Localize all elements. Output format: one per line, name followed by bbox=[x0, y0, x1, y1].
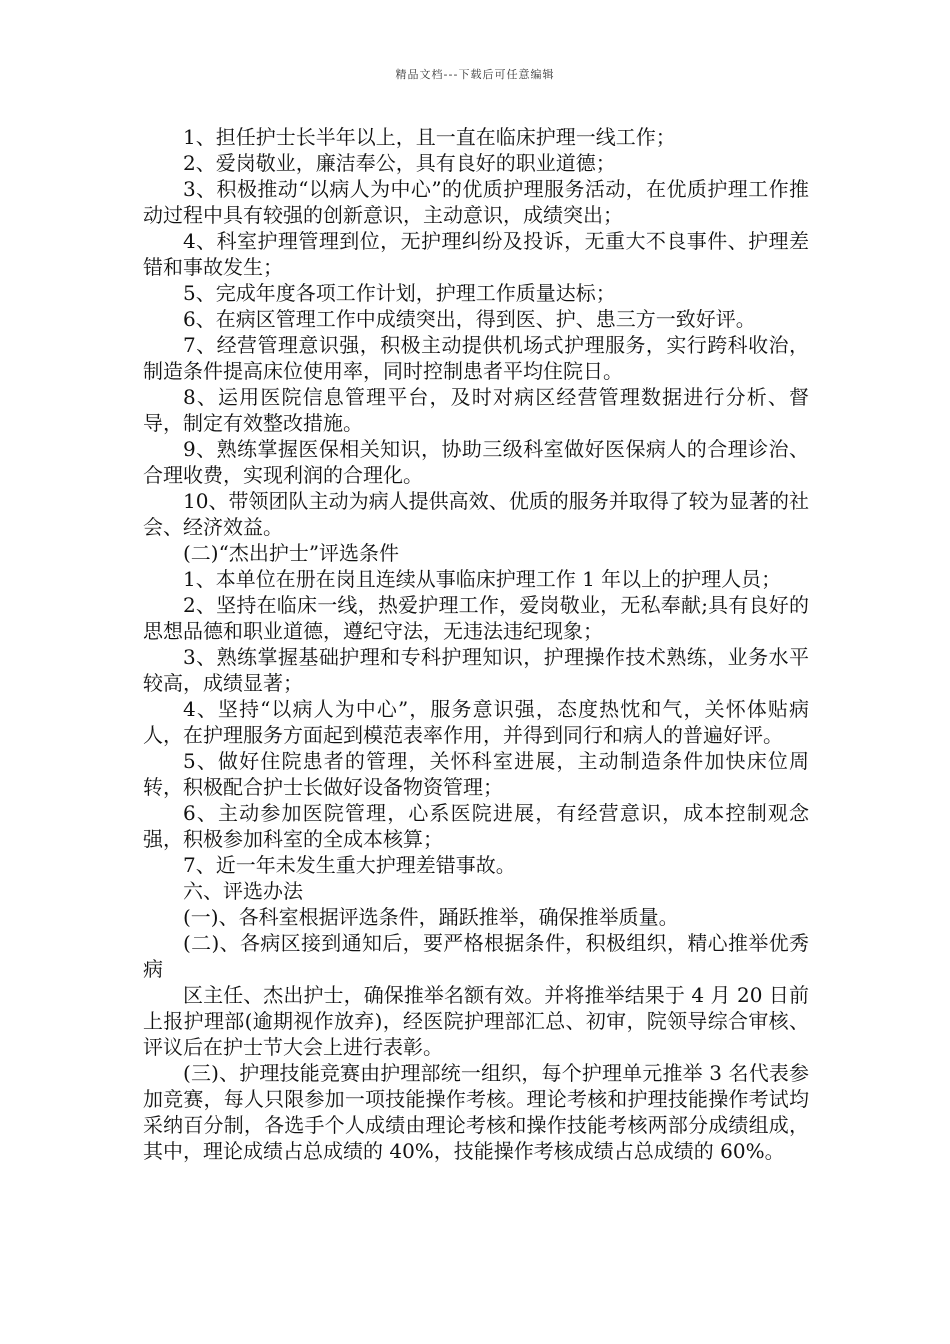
paragraph: 1、担任护士长半年以上，且一直在临床护理一线工作； bbox=[183, 125, 676, 149]
document-body bbox=[143, 124, 809, 1164]
paragraph: 区主任、杰出护士，确保推举名额有效。并将推举结果于 4 月 20 日前上报护理部(逾期视作放弃)，经医院护理部汇总、初审，院领导综合审核、评议后在护士节大会上进行表彰。 bbox=[143, 983, 809, 1059]
paragraph: 7、近一年未发生重大护理差错事故。 bbox=[183, 853, 516, 877]
paragraph: (三)、护理技能竞赛由护理部统一组织，每个护理单元推举 3 名代表参加竞赛，每人只限参加一项技能操作考核。理论考核和护理技能操作考试均采纳百分制，各选手个人成绩由理论考核和操作技能考核两部分成绩组成，其中，理论成绩占总成绩的 40%，技能操作考核成绩占总成绩的 60%。 bbox=[143, 1061, 809, 1163]
section-heading: 六、评选办法 bbox=[183, 879, 303, 903]
paragraph: 5、做好住院患者的管理，关怀科室进展，主动制造条件加快床位周转，积极配合护士长做好设备物资管理； bbox=[143, 749, 809, 799]
paragraph: 8、运用医院信息管理平台，及时对病区经营管理数据进行分析、督导，制定有效整改措施。 bbox=[143, 385, 809, 435]
paragraph: 3、熟练掌握基础护理和专科护理知识，护理操作技术熟练，业务水平较高，成绩显著； bbox=[143, 645, 809, 695]
paragraph: 6、主动参加医院管理，心系医院进展，有经营意识，成本控制观念强，积极参加科室的全成本核算； bbox=[143, 801, 809, 851]
paragraph: 1、本单位在册在岗且连续从事临床护理工作 1 年以上的护理人员； bbox=[183, 567, 782, 591]
paragraph: 6、在病区管理工作中成绩突出，得到医、护、患三方一致好评。 bbox=[183, 307, 756, 331]
paragraph: 2、坚持在临床一线，热爱护理工作，爱岗敬业，无私奉献;具有良好的思想品德和职业道德，遵纪守法，无违法违纪现象； bbox=[143, 593, 809, 643]
paragraph: 4、科室护理管理到位，无护理纠纷及投诉，无重大不良事件、护理差错和事故发生； bbox=[143, 229, 809, 279]
paragraph: (一)、各科室根据评选条件，踊跃推举，确保推举质量。 bbox=[183, 905, 679, 929]
paragraph: 4、坚持“以病人为中心”，服务意识强，态度热忱和气，关怀体贴病人，在护理服务方面起到模范表率作用，并得到同行和病人的普遍好评。 bbox=[143, 697, 809, 747]
paragraph: 9、熟练掌握医保相关知识，协助三级科室做好医保病人的合理诊治、合理收费，实现利润的合理化。 bbox=[143, 437, 809, 487]
paragraph: 3、积极推动“以病人为中心”的优质护理服务活动，在优质护理工作推动过程中具有较强的创新意识，主动意识，成绩突出； bbox=[143, 177, 809, 227]
page-header: 精品文档---下载后可任意编辑 bbox=[395, 68, 555, 81]
section-heading: (二)“杰出护士”评选条件 bbox=[183, 541, 400, 565]
paragraph: 7、经营管理意识强，积极主动提供机场式护理服务，实行跨科收治，制造条件提高床位使用率，同时控制患者平均住院日。 bbox=[143, 333, 809, 383]
paragraph: 2、爱岗敬业，廉洁奉公，具有良好的职业道德； bbox=[183, 151, 616, 175]
paragraph: 10、带领团队主动为病人提供高效、优质的服务并取得了较为显著的社会、经济效益。 bbox=[143, 489, 809, 539]
paragraph: 5、完成年度各项工作计划，护理工作质量达标； bbox=[183, 281, 616, 305]
paragraph: (二)、各病区接到通知后，要严格根据条件，积极组织，精心推举优秀病 bbox=[143, 931, 809, 981]
